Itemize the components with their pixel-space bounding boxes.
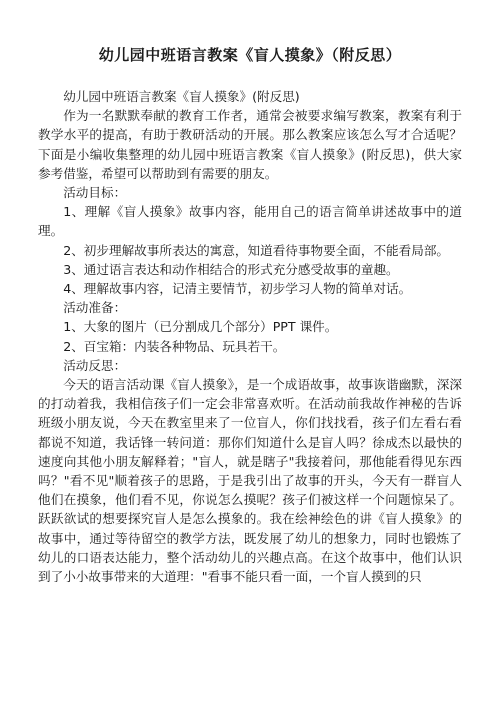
goal-item-1: 1、理解《盲人摸象》故事内容，能用自己的语言简单讲述故事中的道理。	[38, 204, 462, 239]
document-title: 幼儿园中班语言教案《盲人摸象》（附反思）	[98, 46, 402, 64]
heading-preparation: 活动准备：	[63, 300, 127, 316]
prep-item-2: 2、百宝箱：内装各种物品、玩具若干。	[63, 338, 286, 354]
paragraph-reflection: 今天的语言活动课《盲人摸象》，是一个成语故事，故事诙谐幽默，深深的打动着我，我相信孩子们一定会非常喜欢听。在活动前我故作神秘的告诉班级小朋友说，今天在教室里来了一位盲人，你们找找看，孩子们左看右看都说不知道，我话锋一转问道：那你们知道什么是盲人吗？徐成杰以最快的速度向其他小朋友解释着；"盲人，就是瞎子"我接着问，那他能看得见东西吗？"看不见"顺着孩子的思路，于是我引出了故事的开头，今天有一群盲人他们在摸象，他们看不见，你说怎么摸呢？孩子们被这样一个问题惊呆了。跃跃欲试的想要探究盲人是怎么摸象的。我在绘神绘色的讲《盲人摸象》的故事中，通过等待留空的教学方法，既发展了幼儿的想象力，同时也锻炼了幼儿的口语表达能力，整个活动幼儿的兴趣点高。在这个故事中，他们认识到了小小故事带来的大道理："看事不能只看一面，一个盲人摸到的只	[38, 377, 462, 585]
heading-reflection: 活动反思：	[63, 357, 127, 373]
prep-item-1: 1、大象的图片（已分割成几个部分）PPT 课件。	[63, 319, 338, 335]
goal-item-4: 4、理解故事内容，记清主要情节，初步学习人物的简单对话。	[63, 281, 412, 297]
document-body	[38, 87, 462, 586]
goal-item-3: 3、通过语言表达和动作相结合的形式充分感受故事的童趣。	[63, 261, 399, 277]
goal-item-2: 2、初步理解故事所表达的寓意，知道看待事物要全面，不能看局部。	[63, 242, 450, 258]
paragraph-subtitle: 幼儿园中班语言教案《盲人摸象》(附反思)	[63, 89, 300, 104]
heading-goals: 活动目标：	[63, 185, 127, 201]
paragraph-intro: 作为一名默默奉献的教育工作者，通常会被要求编写教案，教案有利于教学水平的提高，有助于教研活动的开展。那么教案应该怎么写才合适呢？下面是小编收集整理的幼儿园中班语言教案《盲人摸象》(附反思)，供大家参考借鉴，希望可以帮助到有需要的朋友。	[38, 108, 462, 181]
